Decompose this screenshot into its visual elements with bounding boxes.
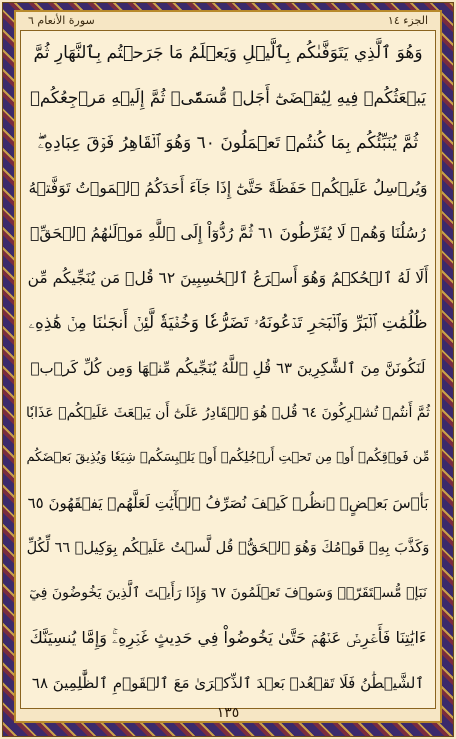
surah-label: سورة الأنعام ٦	[28, 13, 95, 27]
text-line: ٱلشَّيۡطَٰنُ فَلَا تَقۡعُدۡ بَعۡدَ ٱلذِّكۡرَىٰ مَعَ ٱلۡقَوۡمِ ٱلظَّٰلِمِينَ ٦٨	[31, 673, 425, 692]
text-line: أَلَا لَهُ ٱلۡحُكۡمُ وَهُوَ أَسۡرَعُ ٱلۡحَٰسِبِينَ ٦٢ قُلۡ مَن يُنَجِّيكُم مِّن	[27, 268, 429, 287]
text-line: يَبۡعَثُكُمۡ فِيهِ لِيُقۡضَىٰٓ أَجَلٞ مُّسَمّٗىۖ ثُمَّ إِلَيۡهِ مَرۡجِعُكُمۡ	[30, 88, 426, 107]
text-line: مِّن فَوۡقِكُمۡ أَوۡ مِن تَحۡتِ أَرۡجُلِكُمۡ أَوۡ يَلۡبِسَكُمۡ شِيَعٗا وَيُذِيقَ بَعۡضَكُم	[26, 450, 430, 465]
text-line: نَبَإٖ مُّسۡتَقَرّٞۚ وَسَوۡفَ تَعۡلَمُونَ ٦٧ وَإِذَا رَأَيۡتَ ٱلَّذِينَ يَخُوضُونَ فِيٓ	[29, 584, 427, 601]
text-line: رُسُلُنَا وَهُمۡ لَا يُفَرِّطُونَ ٦١ ثُمَّ رُدُّوٓاْ إِلَى ٱللَّهِ مَوۡلَىٰهُمُ ٱلۡحَقِّۚ	[30, 223, 426, 242]
text-line: ثُمَّ أَنتُمۡ تُشۡرِكُونَ ٦٤ قُلۡ هُوَ ٱلۡقَادِرُ عَلَىٰٓ أَن يَبۡعَثَ عَلَيۡكُمۡ عَذَابٗا	[25, 404, 431, 421]
text-line: ءَايَٰتِنَا فَأَعۡرِضۡ عَنۡهُمۡ حَتَّىٰ يَخُوضُواْ فِي حَدِيثٍ غَيۡرِهِۦۚ وَإِمَّا يُنسِيَنَّكَ	[29, 627, 427, 647]
verse-lines	[26, 30, 430, 708]
text-line: وَيُرۡسِلُ عَلَيۡكُمۡ حَفَظَةً حَتَّىٰٓ إِذَا جَآءَ أَحَدَكُمُ ٱلۡمَوۡتُ تَوَفَّتۡهُ	[28, 178, 428, 197]
page-number: ١٣٥	[216, 705, 240, 721]
page-header	[14, 10, 442, 30]
juz-label: الجزء ١٤	[387, 13, 428, 27]
text-line: ثُمَّ يُنَبِّئُكُم بِمَا كُنتُمۡ تَعۡمَلُونَ ٦٠ وَهُوَ ٱلۡقَاهِرُ فَوۡقَ عِبَادِهِۦۖ	[37, 132, 419, 153]
text-line: بَأۡسَ بَعۡضٍۗ ٱنظُرۡ كَيۡفَ نُصَرِّفُ ٱلۡأٓيَٰتِ لَعَلَّهُمۡ يَفۡقَهُونَ ٦٥	[27, 493, 429, 512]
text-line: ظُلُمَٰتِ ٱلۡبَرِّ وَٱلۡبَحۡرِ تَدۡعُونَهُۥ تَضَرُّعٗا وَخُفۡيَةٗ لَّئِنۡ أَنجَىٰنَا مِنۡ هَٰذِهِۦ	[28, 312, 428, 333]
text-line: وَهُوَ ٱلَّذِي يَتَوَفَّىٰكُم بِٱلَّيۡلِ وَيَعۡلَمُ مَا جَرَحۡتُم بِٱلنَّهَارِ ثُمَّ	[33, 43, 423, 63]
text-line: لَنَكُونَنَّ مِنَ ٱلشَّٰكِرِينَ ٦٣ قُلِ ٱللَّهُ يُنَجِّيكُم مِّنۡهَا وَمِن كُلِّ كَرۡبٖ	[30, 358, 426, 377]
text-line: وَكَذَّبَ بِهِۦ قَوۡمُكَ وَهُوَ ٱلۡحَقُّۚ قُل لَّسۡتُ عَلَيۡكُم بِوَكِيلٖ ٦٦ لِّكُلِّ	[26, 539, 430, 556]
